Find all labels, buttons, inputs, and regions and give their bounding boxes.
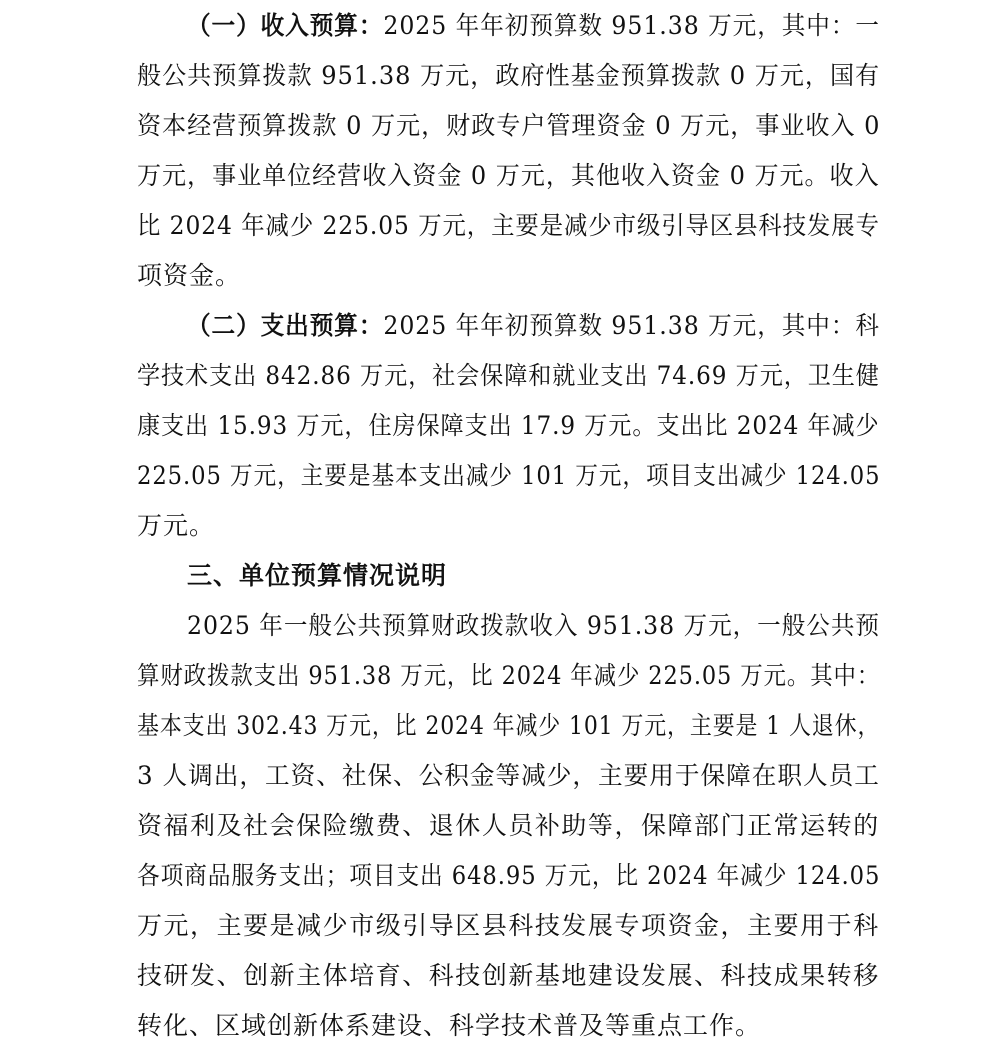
income-line-1-text: 2025 年年初预算数 951.38 万元，其中：一	[383, 11, 880, 40]
section-three-line-3: 基本支出 302.43 万元，比 2024 年减少 101 万元，主要是 1 人退休，	[137, 711, 881, 740]
expense-paragraph-line-3: 康支出 15.93 万元，住房保障支出 17.9 万元。支出比 2024 年减少	[137, 411, 880, 440]
section-three-line-2: 算财政拨款支出 951.38 万元，比 2024 年减少 225.05 万元。其中：	[137, 661, 881, 690]
expense-paragraph-line-2: 学技术支出 842.86 万元，社会保障和就业支出 74.69 万元，卫生健	[137, 361, 880, 390]
section-three-heading: 三、单位预算情况说明	[187, 561, 448, 590]
expense-paragraph-line-4: 225.05 万元，主要是基本支出减少 101 万元，项目支出减少 124.05	[137, 461, 881, 490]
section-three-line-7: 万元，主要是减少市级引导区县科技发展专项资金，主要用于科	[137, 911, 880, 940]
income-paragraph-line-5: 比 2024 年减少 225.05 万元，主要是减少市级引导区县科技发展专	[137, 211, 880, 240]
expense-label: （二）支出预算：	[187, 311, 384, 340]
section-three-line-1: 2025 年一般公共预算财政拨款收入 951.38 万元，一般公共预	[187, 611, 880, 640]
expense-paragraph-line-5: 万元。	[137, 511, 216, 540]
income-paragraph-line-6: 项资金。	[137, 261, 242, 290]
section-three-line-4: 3 人调出，工资、社保、公积金等减少，主要用于保障在职人员工	[137, 761, 880, 790]
section-three-line-9: 转化、区域创新体系建设、科学技术普及等重点工作。	[137, 1011, 762, 1040]
section-three-line-6: 各项商品服务支出；项目支出 648.95 万元，比 2024 年减少 124.05	[137, 861, 881, 890]
expense-paragraph-line-1	[187, 306, 880, 346]
section-three-line-8: 技研发、创新主体培育、科技创新基地建设发展、科技成果转移	[137, 961, 880, 990]
expense-line-1-text: 2025 年年初预算数 951.38 万元，其中：科	[383, 311, 880, 340]
income-paragraph-line-3: 资本经营预算拨款 0 万元，财政专户管理资金 0 万元，事业收入 0	[137, 111, 881, 140]
income-paragraph-line-2: 般公共预算拨款 951.38 万元，政府性基金预算拨款 0 万元，国有	[137, 61, 881, 90]
section-three-line-5: 资福利及社会保险缴费、退休人员补助等，保障部门正常运转的	[137, 811, 880, 840]
income-paragraph-line-1	[187, 6, 880, 46]
income-label: （一）收入预算：	[187, 11, 384, 40]
income-paragraph-line-4: 万元，事业单位经营收入资金 0 万元，其他收入资金 0 万元。收入	[137, 161, 880, 190]
